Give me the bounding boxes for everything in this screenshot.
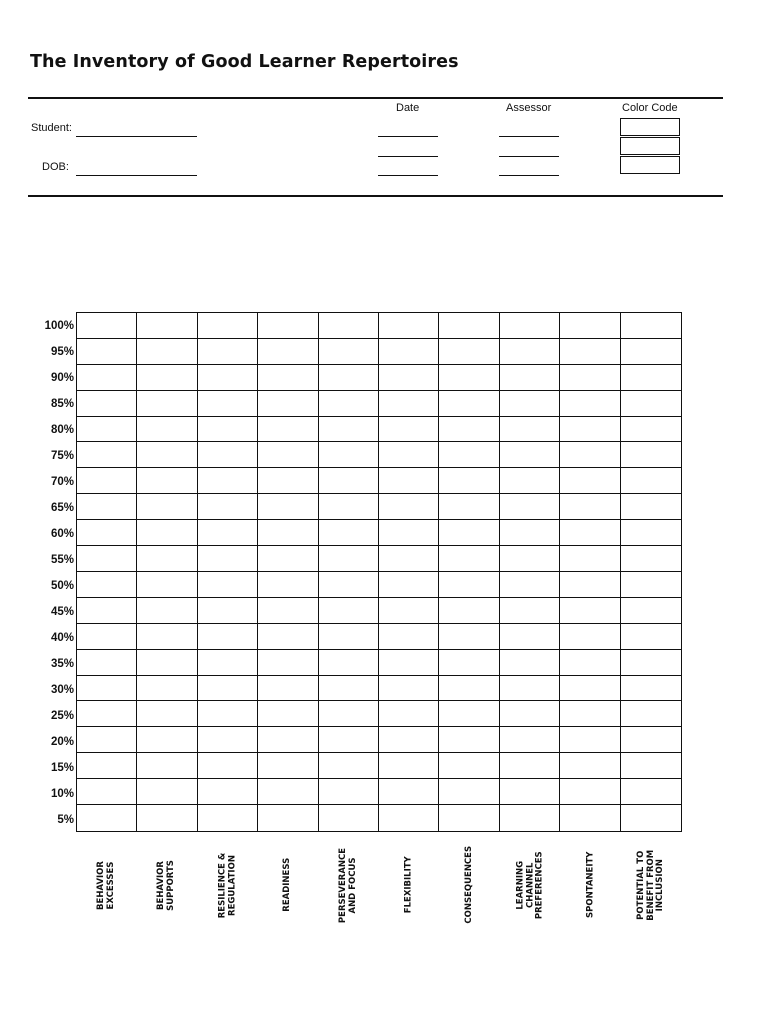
grid-cell[interactable] bbox=[560, 650, 620, 676]
grid-cell[interactable] bbox=[77, 546, 137, 572]
grid-cell[interactable] bbox=[198, 520, 258, 546]
percent-label: 20% bbox=[50, 736, 74, 748]
grid-cell[interactable] bbox=[319, 727, 379, 753]
grid-cell[interactable] bbox=[439, 650, 499, 676]
grid-cell[interactable] bbox=[258, 442, 318, 468]
grid-cell[interactable] bbox=[560, 391, 620, 417]
student-label: Student: bbox=[31, 122, 72, 134]
grid-cell[interactable] bbox=[319, 650, 379, 676]
grid-cell[interactable] bbox=[500, 650, 560, 676]
category-label-wrap bbox=[379, 840, 440, 930]
grid-cell[interactable] bbox=[77, 572, 137, 598]
grid-cell[interactable] bbox=[319, 624, 379, 650]
grid-cell[interactable] bbox=[198, 442, 258, 468]
form-title: The Inventory of Good Learner Repertoires bbox=[30, 52, 459, 72]
grid-cell[interactable] bbox=[258, 624, 318, 650]
grid-cell[interactable] bbox=[137, 753, 197, 779]
grid-cell[interactable] bbox=[379, 365, 439, 391]
grid-cell[interactable] bbox=[379, 779, 439, 805]
percent-label: 15% bbox=[50, 762, 74, 774]
grid-cell[interactable] bbox=[500, 727, 560, 753]
dob-label: DOB: bbox=[42, 161, 69, 173]
grid-cell[interactable] bbox=[77, 365, 137, 391]
grid-cell[interactable] bbox=[137, 676, 197, 702]
percent-label: 60% bbox=[50, 528, 74, 540]
grid-cell[interactable] bbox=[439, 779, 499, 805]
grid-cell[interactable] bbox=[500, 339, 560, 365]
grid-cell[interactable] bbox=[258, 468, 318, 494]
grid-cell[interactable] bbox=[258, 779, 318, 805]
grid-cell[interactable] bbox=[439, 339, 499, 365]
grid-cell[interactable] bbox=[379, 546, 439, 572]
grid-cell[interactable] bbox=[198, 572, 258, 598]
grid-cell[interactable] bbox=[319, 494, 379, 520]
grid-cell[interactable] bbox=[319, 676, 379, 702]
grid-cell[interactable] bbox=[258, 339, 318, 365]
grid-cell[interactable] bbox=[319, 520, 379, 546]
grid-cell[interactable] bbox=[439, 572, 499, 598]
grid-cell[interactable] bbox=[379, 339, 439, 365]
grid-cell[interactable] bbox=[500, 624, 560, 650]
grid-cell[interactable] bbox=[137, 468, 197, 494]
grid-cell[interactable] bbox=[258, 676, 318, 702]
grid-cell[interactable] bbox=[77, 624, 137, 650]
grid-cell[interactable] bbox=[319, 391, 379, 417]
grid-cell[interactable] bbox=[621, 805, 681, 831]
grid-cell[interactable] bbox=[137, 727, 197, 753]
grid-cell[interactable] bbox=[258, 494, 318, 520]
header-bottom-rule bbox=[28, 195, 723, 197]
grid-cell[interactable] bbox=[137, 546, 197, 572]
grid-cell[interactable] bbox=[137, 339, 197, 365]
grid-cell[interactable] bbox=[137, 650, 197, 676]
grid-cell[interactable] bbox=[560, 598, 620, 624]
grid-cell[interactable] bbox=[621, 624, 681, 650]
assessor-column-label: Assessor bbox=[506, 102, 552, 114]
grid-cell[interactable] bbox=[77, 339, 137, 365]
grid-cell[interactable] bbox=[500, 753, 560, 779]
grid-cell[interactable] bbox=[439, 442, 499, 468]
percent-label: 25% bbox=[50, 710, 74, 722]
grid-cell[interactable] bbox=[439, 391, 499, 417]
grid-cell[interactable] bbox=[198, 339, 258, 365]
grid-cell[interactable] bbox=[500, 701, 560, 727]
grid-cell[interactable] bbox=[379, 417, 439, 443]
grid-cell[interactable] bbox=[500, 598, 560, 624]
grid-cell[interactable] bbox=[77, 468, 137, 494]
grid-cell[interactable] bbox=[198, 676, 258, 702]
grid-cell[interactable] bbox=[379, 676, 439, 702]
grid-cell[interactable] bbox=[258, 727, 318, 753]
grid-cell[interactable] bbox=[379, 805, 439, 831]
grid-cell[interactable] bbox=[439, 753, 499, 779]
grid-cell[interactable] bbox=[379, 468, 439, 494]
grid-cell[interactable] bbox=[319, 442, 379, 468]
grid-cell[interactable] bbox=[319, 805, 379, 831]
category-label: POTENTIAL TO BENEFIT FROM INCLUSION bbox=[636, 849, 666, 921]
grid-cell[interactable] bbox=[500, 417, 560, 443]
grid-cell[interactable] bbox=[319, 339, 379, 365]
grid-cell[interactable] bbox=[560, 779, 620, 805]
grid-cell[interactable] bbox=[621, 520, 681, 546]
grid-cell[interactable] bbox=[77, 701, 137, 727]
grid-cell[interactable] bbox=[379, 650, 439, 676]
category-label: CONSEQUENCES bbox=[464, 846, 475, 924]
grid-cell[interactable] bbox=[198, 365, 258, 391]
grid-cell[interactable] bbox=[621, 650, 681, 676]
grid-cell[interactable] bbox=[621, 442, 681, 468]
grid-cell[interactable] bbox=[439, 727, 499, 753]
grid-cell[interactable] bbox=[319, 779, 379, 805]
percent-label: 55% bbox=[50, 554, 74, 566]
grid-cell[interactable] bbox=[439, 520, 499, 546]
grid-cell[interactable] bbox=[77, 520, 137, 546]
assessor-field-2[interactable] bbox=[499, 156, 559, 157]
grid-cell[interactable] bbox=[198, 417, 258, 443]
grid-cell[interactable] bbox=[439, 468, 499, 494]
percent-label: 85% bbox=[50, 398, 74, 410]
grid-cell[interactable] bbox=[560, 546, 620, 572]
color-code-column-label: Color Code bbox=[622, 102, 678, 114]
assessor-field-1[interactable] bbox=[499, 136, 559, 137]
grid-cell[interactable] bbox=[500, 494, 560, 520]
student-name-field[interactable] bbox=[76, 136, 197, 137]
grid-cell[interactable] bbox=[500, 365, 560, 391]
grid-cell[interactable] bbox=[621, 313, 681, 339]
grid-cell[interactable] bbox=[77, 391, 137, 417]
grid-cell[interactable] bbox=[621, 494, 681, 520]
grid-cell[interactable] bbox=[621, 391, 681, 417]
grid-cell[interactable] bbox=[560, 417, 620, 443]
category-label-wrap bbox=[258, 840, 319, 930]
grid-cell[interactable] bbox=[621, 572, 681, 598]
grid-cell[interactable] bbox=[137, 624, 197, 650]
grid-cell[interactable] bbox=[439, 676, 499, 702]
grid-cell[interactable] bbox=[137, 391, 197, 417]
grid-cell[interactable] bbox=[439, 494, 499, 520]
grid-cell[interactable] bbox=[621, 365, 681, 391]
grid-cell[interactable] bbox=[77, 598, 137, 624]
grid-cell[interactable] bbox=[319, 572, 379, 598]
grid-cell[interactable] bbox=[198, 391, 258, 417]
grid-cell[interactable] bbox=[198, 701, 258, 727]
grid-cell[interactable] bbox=[77, 650, 137, 676]
date-field-3[interactable] bbox=[378, 175, 438, 176]
grid-cell[interactable] bbox=[137, 779, 197, 805]
grid-cell[interactable] bbox=[258, 417, 318, 443]
grid-cell[interactable] bbox=[258, 753, 318, 779]
percent-label: 80% bbox=[50, 424, 74, 436]
date-column-label: Date bbox=[396, 102, 420, 114]
grid-cell[interactable] bbox=[500, 779, 560, 805]
date-field-1[interactable] bbox=[378, 136, 438, 137]
grid-cell[interactable] bbox=[258, 650, 318, 676]
percent-label: 45% bbox=[50, 606, 74, 618]
grid-cell[interactable] bbox=[319, 753, 379, 779]
grid-cell[interactable] bbox=[439, 598, 499, 624]
grid-cell[interactable] bbox=[560, 624, 620, 650]
grid-cell[interactable] bbox=[137, 313, 197, 339]
header-top-rule bbox=[28, 97, 723, 99]
grid-cell[interactable] bbox=[560, 313, 620, 339]
grid-cell[interactable] bbox=[137, 598, 197, 624]
grid-cell[interactable] bbox=[258, 701, 318, 727]
date-field-2[interactable] bbox=[378, 156, 438, 157]
grid-cell[interactable] bbox=[379, 313, 439, 339]
grid-cell[interactable] bbox=[258, 520, 318, 546]
grid-cell[interactable] bbox=[379, 753, 439, 779]
grid-cell[interactable] bbox=[621, 546, 681, 572]
grid-cell[interactable] bbox=[198, 805, 258, 831]
grid-cell[interactable] bbox=[439, 701, 499, 727]
category-label: READINESS bbox=[282, 858, 293, 912]
grid-cell[interactable] bbox=[621, 753, 681, 779]
grid-cell[interactable] bbox=[198, 468, 258, 494]
grid-cell[interactable] bbox=[198, 753, 258, 779]
grid-cell[interactable] bbox=[198, 624, 258, 650]
grid-cell[interactable] bbox=[77, 753, 137, 779]
dob-field[interactable] bbox=[76, 175, 197, 176]
grid-cell[interactable] bbox=[379, 494, 439, 520]
grid-cell[interactable] bbox=[379, 598, 439, 624]
grid-cell[interactable] bbox=[198, 598, 258, 624]
grid-cell[interactable] bbox=[258, 365, 318, 391]
percent-label: 65% bbox=[50, 502, 74, 514]
assessor-field-3[interactable] bbox=[499, 175, 559, 176]
grid-cell[interactable] bbox=[379, 520, 439, 546]
grid-cell[interactable] bbox=[560, 676, 620, 702]
grid-cell[interactable] bbox=[560, 701, 620, 727]
grid-cell[interactable] bbox=[137, 701, 197, 727]
grid-cell[interactable] bbox=[379, 391, 439, 417]
percent-label: 10% bbox=[50, 788, 74, 800]
grid-cell[interactable] bbox=[77, 494, 137, 520]
percent-label: 70% bbox=[50, 476, 74, 488]
category-label: PERSEVERANCE AND FOCUS bbox=[338, 847, 358, 923]
grid-cell[interactable] bbox=[319, 365, 379, 391]
grid-cell[interactable] bbox=[500, 313, 560, 339]
grid-cell[interactable] bbox=[439, 546, 499, 572]
grid-cell[interactable] bbox=[258, 598, 318, 624]
category-label: FLEXIBILITY bbox=[403, 856, 414, 914]
grid-cell[interactable] bbox=[621, 468, 681, 494]
grid-cell[interactable] bbox=[258, 546, 318, 572]
grid-cell[interactable] bbox=[621, 701, 681, 727]
grid-cell[interactable] bbox=[198, 546, 258, 572]
grid-cell[interactable] bbox=[560, 520, 620, 546]
percent-label: 50% bbox=[50, 580, 74, 592]
percent-label: 30% bbox=[50, 684, 74, 696]
grid-cell[interactable] bbox=[77, 442, 137, 468]
grid-cell[interactable] bbox=[560, 805, 620, 831]
grid-cell[interactable] bbox=[258, 805, 318, 831]
grid-cell[interactable] bbox=[500, 468, 560, 494]
grid-cell[interactable] bbox=[198, 494, 258, 520]
grid-cell[interactable] bbox=[439, 624, 499, 650]
percent-label: 100% bbox=[44, 320, 74, 332]
grid-cell[interactable] bbox=[560, 468, 620, 494]
grid-cell[interactable] bbox=[137, 365, 197, 391]
grid-cell[interactable] bbox=[560, 753, 620, 779]
percent-label: 5% bbox=[57, 814, 74, 826]
grid-cell[interactable] bbox=[198, 779, 258, 805]
grid-cell[interactable] bbox=[500, 572, 560, 598]
grid-cell[interactable] bbox=[500, 805, 560, 831]
grid-cell[interactable] bbox=[137, 442, 197, 468]
category-label-wrap bbox=[621, 840, 682, 930]
grid-cell[interactable] bbox=[379, 442, 439, 468]
grid-cell[interactable] bbox=[77, 779, 137, 805]
grid-cell[interactable] bbox=[621, 598, 681, 624]
grid-cell[interactable] bbox=[77, 676, 137, 702]
grid-cell[interactable] bbox=[77, 417, 137, 443]
grid-cell[interactable] bbox=[258, 572, 318, 598]
grid-cell[interactable] bbox=[379, 701, 439, 727]
grid-cell[interactable] bbox=[439, 805, 499, 831]
grid-cell[interactable] bbox=[198, 727, 258, 753]
grid-cell[interactable] bbox=[198, 650, 258, 676]
grid-cell[interactable] bbox=[379, 624, 439, 650]
category-label-wrap bbox=[76, 840, 137, 930]
grid-cell[interactable] bbox=[319, 701, 379, 727]
color-code-box-2[interactable] bbox=[620, 137, 680, 155]
percent-label: 95% bbox=[50, 346, 74, 358]
grid-cell[interactable] bbox=[500, 676, 560, 702]
grid-cell[interactable] bbox=[379, 727, 439, 753]
percent-label: 75% bbox=[50, 450, 74, 462]
percent-label: 90% bbox=[50, 372, 74, 384]
grid-cell[interactable] bbox=[77, 313, 137, 339]
rating-grid bbox=[76, 312, 682, 832]
grid-cell[interactable] bbox=[439, 417, 499, 443]
grid-cell[interactable] bbox=[258, 391, 318, 417]
grid-cell[interactable] bbox=[319, 468, 379, 494]
category-label-wrap bbox=[561, 840, 622, 930]
category-label: SPONTANEITY bbox=[585, 851, 596, 919]
grid-cell[interactable] bbox=[379, 572, 439, 598]
category-label-wrap bbox=[137, 840, 198, 930]
category-label-wrap bbox=[318, 840, 379, 930]
grid-cell[interactable] bbox=[319, 417, 379, 443]
grid-cell[interactable] bbox=[137, 520, 197, 546]
category-label: RESILIENCE & REGULATION bbox=[216, 852, 237, 918]
grid-cell[interactable] bbox=[258, 313, 318, 339]
grid-cell[interactable] bbox=[560, 572, 620, 598]
grid-cell[interactable] bbox=[319, 598, 379, 624]
grid-cell[interactable] bbox=[137, 417, 197, 443]
grid-cell[interactable] bbox=[439, 313, 499, 339]
grid-cell[interactable] bbox=[560, 494, 620, 520]
category-label-wrap bbox=[440, 840, 501, 930]
grid-cell[interactable] bbox=[621, 417, 681, 443]
grid-cell[interactable] bbox=[500, 546, 560, 572]
grid-cell[interactable] bbox=[560, 339, 620, 365]
grid-cell[interactable] bbox=[137, 494, 197, 520]
category-label: BEHAVIOR EXCESSES bbox=[95, 860, 116, 910]
grid-cell[interactable] bbox=[198, 313, 258, 339]
grid-cell[interactable] bbox=[621, 727, 681, 753]
grid-cell[interactable] bbox=[319, 546, 379, 572]
grid-cell[interactable] bbox=[621, 339, 681, 365]
color-code-box-1[interactable] bbox=[620, 118, 680, 136]
category-label: BEHAVIOR SUPPORTS bbox=[156, 859, 176, 911]
grid-cell[interactable] bbox=[500, 442, 560, 468]
grid-cell[interactable] bbox=[500, 520, 560, 546]
grid-cell[interactable] bbox=[137, 572, 197, 598]
percent-label: 35% bbox=[50, 658, 74, 670]
grid-cell[interactable] bbox=[77, 727, 137, 753]
grid-cell[interactable] bbox=[621, 779, 681, 805]
grid-cell[interactable] bbox=[621, 676, 681, 702]
category-label-wrap bbox=[197, 840, 258, 930]
percent-label: 40% bbox=[50, 632, 74, 644]
grid-cell[interactable] bbox=[560, 365, 620, 391]
category-label-wrap bbox=[500, 840, 561, 930]
color-code-box-3[interactable] bbox=[620, 156, 680, 174]
category-label: LEARNING CHANNEL PREFERENCES bbox=[515, 851, 545, 919]
grid-cell[interactable] bbox=[439, 365, 499, 391]
grid-cell[interactable] bbox=[319, 313, 379, 339]
grid-cell[interactable] bbox=[560, 727, 620, 753]
grid-cell[interactable] bbox=[137, 805, 197, 831]
grid-cell[interactable] bbox=[77, 805, 137, 831]
grid-cell[interactable] bbox=[560, 442, 620, 468]
grid-cell[interactable] bbox=[500, 391, 560, 417]
